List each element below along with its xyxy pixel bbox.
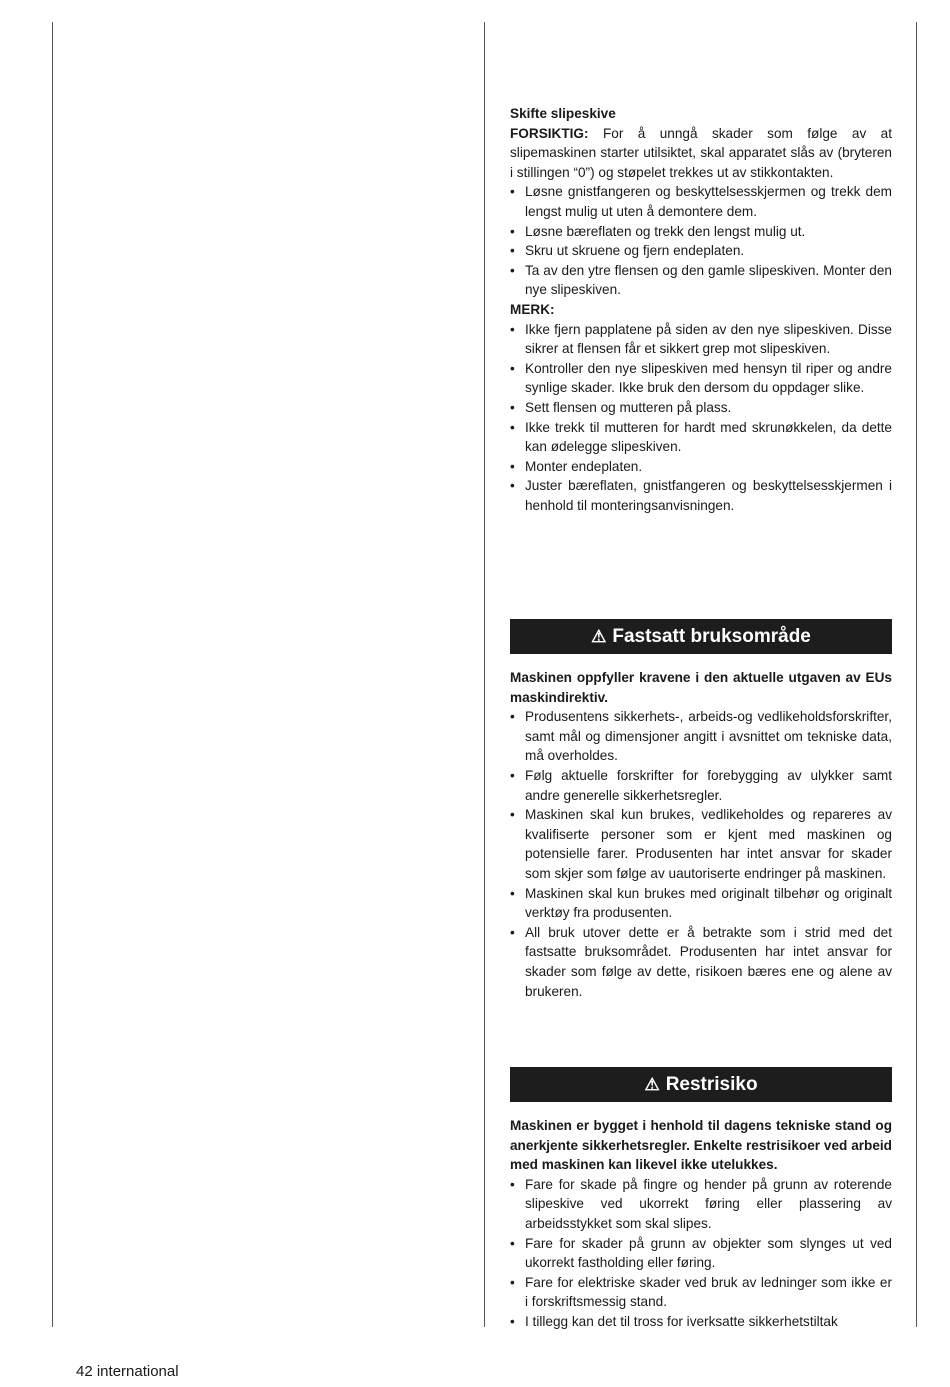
list-item: • Løsne bæreflaten og trekk den lengst mulig ut. [510, 222, 892, 242]
section-intro: Maskinen er bygget i henhold til dagens tekniske stand og anerkjente sikkerhetsregler. Enkelte restrisikoer ved arbeid med maskinen kan likevel ikke utelukkes. [510, 1118, 892, 1173]
list-item: • Ikke trekk til mutteren for hardt med skrunøkkelen, da dette kan ødelegge slipeskiven. [510, 418, 892, 457]
caution-text: For å unngå skader som følge av at slipemaskinen starter utilsiktet, skal apparatet slås av (bryteren i stillingen “0”) og støpelet trekkes ut av stikkontakten. [510, 125, 892, 180]
list-item: • Fare for skader på grunn av objekter som slynges ut ved ukorrekt fastholding eller føring. [510, 1234, 892, 1273]
list-item: • I tillegg kan det til tross for iverksatte sikkerhetstiltak [510, 1312, 892, 1332]
list-item: • Monter endeplaten. [510, 457, 892, 477]
section-intro: Maskinen oppfyller kravene i den aktuelle utgaven av EUs maskindirektiv. [510, 670, 892, 705]
note-label: MERK: [510, 301, 555, 317]
section-title-bar [510, 619, 892, 654]
list-item: • Ikke fjern papplatene på siden av den nye slipeskiven. Disse sikrer at flensen får et sikkert grep mot slipeskiven. [510, 320, 892, 359]
section-heading: Skifte slipeskive [510, 106, 616, 121]
bruksomrade-list [510, 707, 892, 1001]
steps-list [510, 182, 892, 300]
list-item: • Sett flensen og mutteren på plass. [510, 398, 892, 418]
restrisiko-list [510, 1175, 892, 1332]
list-item: • Ta av den ytre flensen og den gamle slipeskiven. Monter den nye slipeskiven. [510, 261, 892, 300]
list-item: • Skru ut skruene og fjern endeplaten. [510, 241, 892, 261]
right-margin-line [916, 22, 917, 1327]
section-skifte-slipeskive [510, 104, 892, 515]
list-item: • Fare for elektriske skader ved bruk av ledninger som ikke er i forskriftsmessig stand. [510, 1273, 892, 1312]
list-item: • All bruk utover dette er å betrakte som i strid med det fastsatte bruksområdet. Produsenten har intet ansvar for skader som følge av dette, risikoen bæres ene og alene av brukeren. [510, 923, 892, 1001]
left-margin-line [52, 22, 53, 1327]
list-item: • Kontroller den nye slipeskiven med hensyn til riper og andre synlige skader. Ikke bruk den dersom du oppdager slike. [510, 359, 892, 398]
center-divider-line [484, 22, 485, 1327]
caution-paragraph [510, 124, 892, 183]
section-title-bar [510, 1067, 892, 1102]
list-item: • Maskinen skal kun brukes, vedlikeholdes og repareres av kvalifiserte personer som er kjent med maskinen og potensielle farer. Produsenten har intet ansvar for skader som skjer som følge av uautoriserte endringer på maskinen. [510, 805, 892, 883]
section-fastsatt-bruksomrade [510, 619, 892, 1001]
list-item: • Følg aktuelle forskrifter for forebygging av ulykker samt andre generelle sikkerhetsregler. [510, 766, 892, 805]
list-item: • Maskinen skal kun brukes med originalt tilbehør og originalt verktøy fra produsenten. [510, 884, 892, 923]
note-list [510, 320, 892, 516]
warning-triangle-icon: ⚠ [644, 1074, 660, 1094]
warning-triangle-icon: ⚠ [591, 626, 607, 646]
section-restrisiko [510, 1067, 892, 1332]
section-title: Fastsatt bruksområde [612, 625, 811, 647]
page-footer: 42 international [76, 1363, 179, 1380]
caution-label: FORSIKTIG: [510, 125, 589, 141]
section-title: Restrisiko [665, 1073, 758, 1095]
list-item: • Fare for skade på fingre og hender på grunn av roterende slipeskive ved ukorrekt føring eller plassering av arbeidsstykket som skal slipes. [510, 1175, 892, 1234]
list-item: • Juster bæreflaten, gnistfangeren og beskyttelsesskjermen i henhold til monteringsanvisningen. [510, 476, 892, 515]
list-item: • Løsne gnistfangeren og beskyttelsesskjermen og trekk dem lengst mulig ut uten å demontere dem. [510, 182, 892, 221]
list-item: • Produsentens sikkerhets-, arbeids-og vedlikeholdsforskrifter, samt mål og dimensjoner angitt i avsnittet om tekniske data, må overholdes. [510, 707, 892, 766]
